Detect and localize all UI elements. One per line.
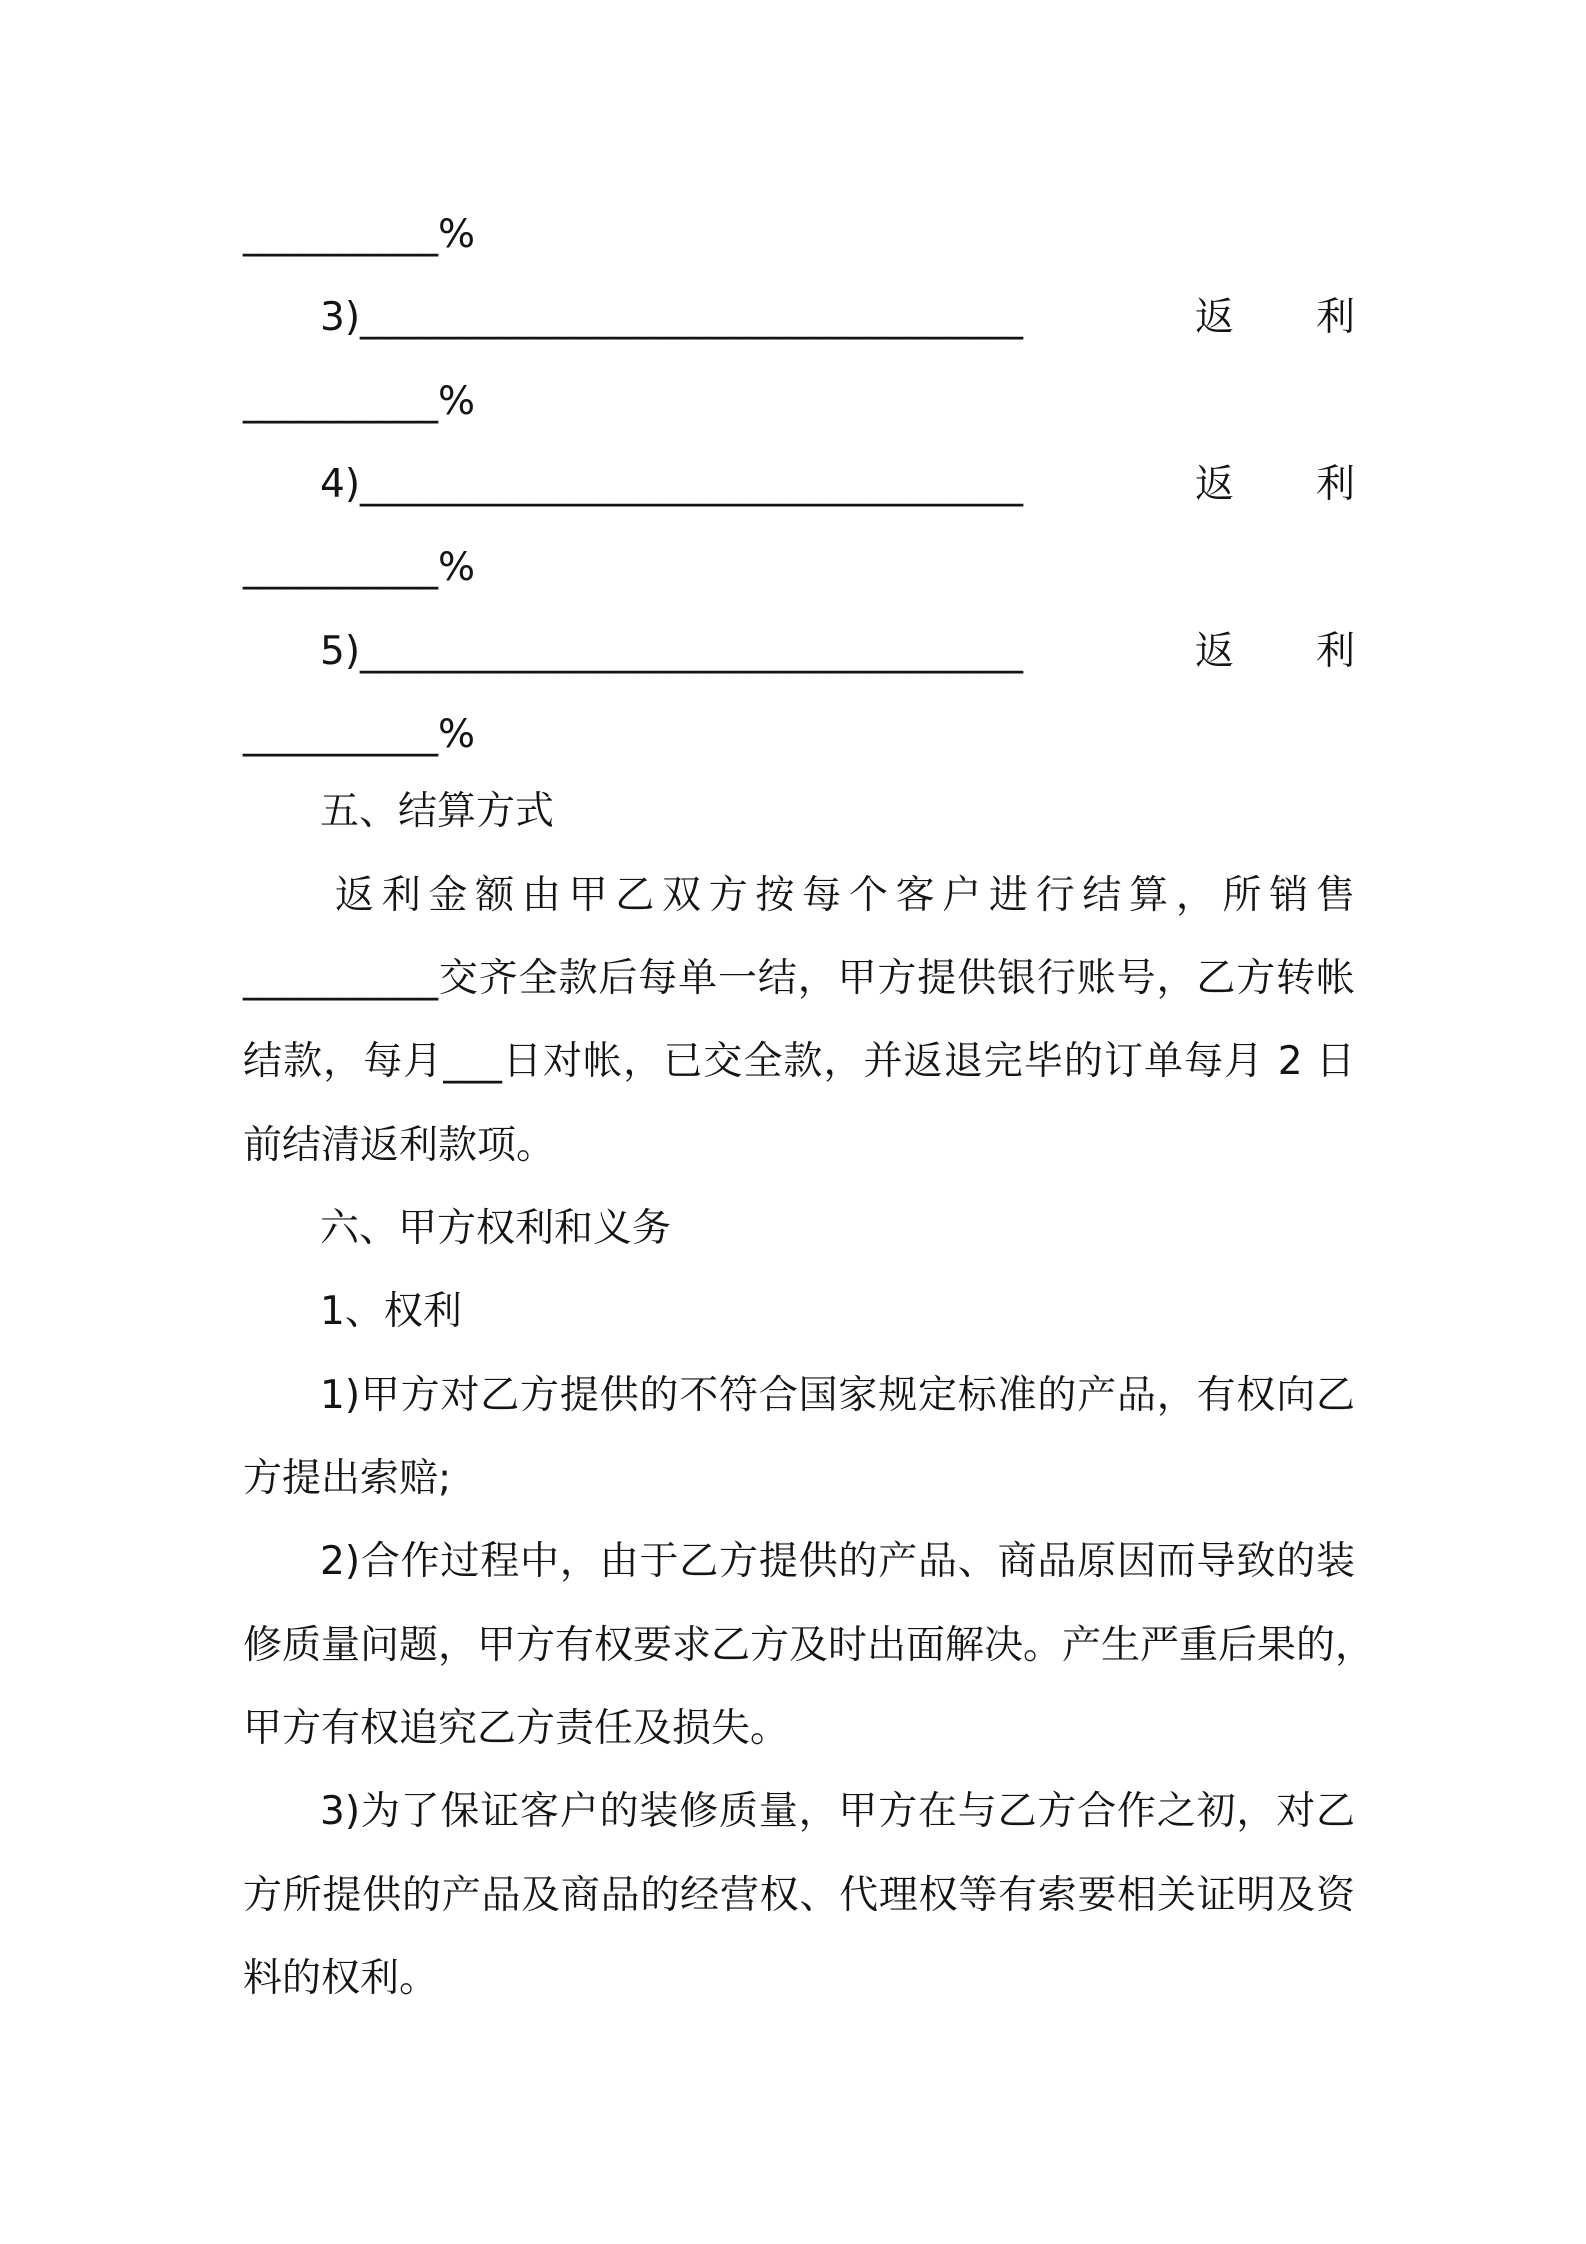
right-item-2-line-3: 甲方有权追究乙方责任及损失。 — [243, 1706, 790, 1751]
right-item-3-line-2: 方所提供的产品及商品的经营权、代理权等有索要相关证明及资 — [243, 1873, 1355, 1918]
rebate-label: 返 利 — [1195, 295, 1355, 340]
subsection-1-title: 1、权利 — [320, 1289, 462, 1334]
right-item-1-line-1: 1)甲方对乙方提供的不符合国家规定标准的产品，有权向乙 — [320, 1373, 1355, 1418]
rebate-item-4-blank: 4)__________________________________ — [320, 462, 1024, 507]
blank-percent-line: __________% — [243, 379, 476, 424]
rebate-item-5 — [320, 622, 1355, 682]
section-6-title: 六、甲方权利和义务 — [320, 1206, 672, 1251]
right-item-3-line-1: 3)为了保证客户的装修质量，甲方在与乙方合作之初，对乙 — [320, 1789, 1355, 1834]
blank-percent-line: __________% — [243, 712, 476, 757]
section-5-title: 五、结算方式 — [320, 789, 555, 834]
blank-percent-line: __________% — [243, 545, 476, 590]
right-item-2-line-1: 2)合作过程中，由于乙方提供的产品、商品原因而导致的装 — [320, 1539, 1355, 1584]
right-item-1-line-2: 方提出索赔; — [243, 1456, 452, 1501]
rebate-item-4 — [320, 455, 1355, 515]
rebate-item-5-blank: 5)__________________________________ — [320, 629, 1024, 674]
rebate-label: 返 利 — [1195, 462, 1355, 507]
rebate-item-3-blank: 3)__________________________________ — [320, 295, 1024, 340]
section-5-paragraph-line-1: 返利金额由甲乙双方按每个客户进行结算，所销售 — [335, 873, 1355, 918]
right-item-2-line-2: 修质量问题，甲方有权要求乙方及时出面解决。产生严重后果的， — [243, 1623, 1375, 1668]
section-5-paragraph-line-3: 结款，每月___日对帐，已交全款，并返退完毕的订单每月 2 日 — [243, 1039, 1355, 1084]
rebate-item-3 — [320, 288, 1355, 348]
section-5-paragraph-line-4: 前结清返利款项。 — [243, 1123, 556, 1168]
rebate-label: 返 利 — [1195, 629, 1355, 674]
right-item-3-line-3: 料的权利。 — [243, 1956, 439, 2001]
section-5-paragraph-line-2: __________交齐全款后每单一结，甲方提供银行账号，乙方转帐 — [243, 956, 1355, 1001]
blank-percent-line: __________% — [243, 212, 476, 257]
